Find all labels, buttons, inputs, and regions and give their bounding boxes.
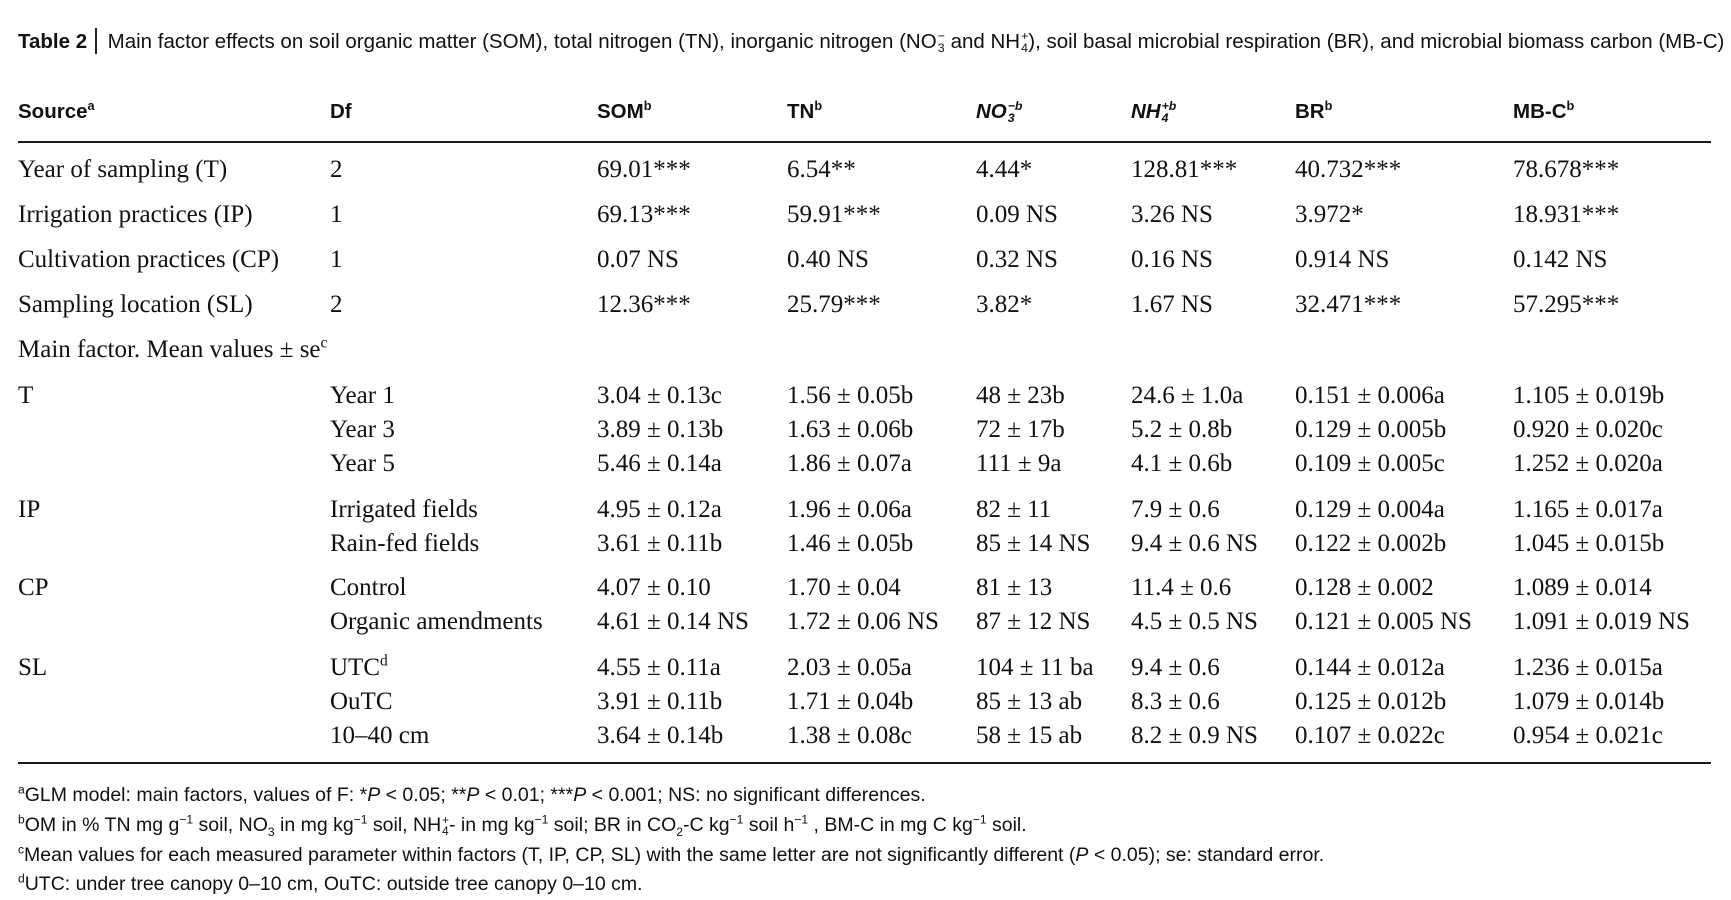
- anova-nh4: 0.16 NS: [1131, 246, 1213, 273]
- mean-level: Control: [330, 574, 407, 601]
- anova-df: 1: [330, 201, 343, 228]
- mean-br: 0.121 ± 0.005 NS: [1295, 608, 1472, 635]
- header-source: Source$^a$: [18, 98, 95, 123]
- mean-nh4: 9.4 ± 0.6: [1131, 654, 1220, 681]
- anova-som: 12.36***: [597, 291, 691, 318]
- mean-br: 0.144 ± 0.012a: [1295, 654, 1445, 681]
- mean-tn: 1.46 ± 0.05b: [787, 530, 914, 557]
- mean-tn: 2.03 ± 0.05a: [787, 654, 912, 681]
- header-mbc: $MB-C^b$: [1513, 98, 1575, 123]
- anova-mbc: 0.142 NS: [1513, 246, 1608, 273]
- header-tn: $TN^b$: [787, 98, 823, 123]
- anova-mbc: 78.678***: [1513, 156, 1620, 183]
- mean-tn: 1.56 ± 0.05b: [787, 382, 914, 409]
- header-br: $BR^b$: [1295, 98, 1333, 123]
- mean-tn: 1.86 ± 0.07a: [787, 450, 912, 477]
- anova-no3: 4.44*: [976, 156, 1033, 183]
- anova-br: 40.732***: [1295, 156, 1402, 183]
- mean-no3: 85 ± 13 ab: [976, 688, 1083, 715]
- anova-som: 69.13***: [597, 201, 691, 228]
- anova-source: Irrigation practices (IP): [18, 201, 253, 228]
- footnote-d: $^d$UTC: under tree canopy 0–10 cm, OuTC: outside tree canopy 0–10 cm.: [18, 871, 643, 895]
- mean-nh4: 4.1 ± 0.6b: [1131, 450, 1233, 477]
- mean-tn: 1.38 ± 0.08c: [787, 722, 912, 749]
- mean-nh4: 8.3 ± 0.6: [1131, 688, 1220, 715]
- mean-mbc: 1.165 ± 0.017a: [1513, 496, 1663, 523]
- mean-tn: 1.70 ± 0.04: [787, 574, 901, 601]
- mean-no3: 72 ± 17b: [976, 416, 1065, 443]
- anova-source: Year of sampling (T): [18, 156, 228, 183]
- mean-nh4: 24.6 ± 1.0a: [1131, 382, 1244, 409]
- mean-nh4: 9.4 ± 0.6 NS: [1131, 530, 1258, 557]
- main-factor-heading: Main factor. Mean values ± $se^c$: [18, 334, 328, 363]
- mean-mbc: 0.954 ± 0.021c: [1513, 722, 1663, 749]
- footnote-a: $^a$GLM model: main factors, values of F: *P < 0.05; **P < 0.01; ***P < 0.001; NS: no significant differences.: [18, 782, 926, 806]
- anova-df: 2: [330, 291, 343, 318]
- group-label: T: [18, 382, 34, 409]
- anova-source: Cultivation practices (CP): [18, 246, 280, 273]
- mean-mbc: 0.920 ± 0.020c: [1513, 416, 1663, 443]
- mean-som: 3.91 ± 0.11b: [597, 688, 723, 715]
- mean-no3: 104 ± 11 ba: [976, 654, 1094, 681]
- mean-mbc: 1.079 ± 0.014b: [1513, 688, 1665, 715]
- mean-mbc: 1.045 ± 0.015b: [1513, 530, 1665, 557]
- table-bottom-rule: [18, 762, 1711, 764]
- anova-mbc: 57.295***: [1513, 291, 1620, 318]
- mean-som: 3.64 ± 0.14b: [597, 722, 724, 749]
- mean-mbc: 1.236 ± 0.015a: [1513, 654, 1663, 681]
- mean-br: 0.125 ± 0.012b: [1295, 688, 1447, 715]
- mean-br: 0.107 ± 0.022c: [1295, 722, 1445, 749]
- mean-som: 4.55 ± 0.11a: [597, 654, 721, 681]
- mean-no3: 81 ± 13: [976, 574, 1053, 601]
- mean-nh4: 11.4 ± 0.6: [1131, 574, 1232, 601]
- mean-som: 3.89 ± 0.13b: [597, 416, 724, 443]
- group-label: CP: [18, 574, 49, 601]
- mean-br: 0.109 ± 0.005c: [1295, 450, 1445, 477]
- anova-som: 69.01***: [597, 156, 691, 183]
- mean-mbc: 1.091 ± 0.019 NS: [1513, 608, 1690, 635]
- anova-no3: 0.09 NS: [976, 201, 1058, 228]
- group-label: IP: [18, 496, 41, 523]
- mean-level: Year 3: [330, 416, 395, 443]
- mean-mbc: 1.089 ± 0.014: [1513, 574, 1652, 601]
- anova-nh4: 3.26 NS: [1131, 201, 1213, 228]
- mean-tn: 1.63 ± 0.06b: [787, 416, 914, 443]
- anova-tn: 25.79***: [787, 291, 881, 318]
- mean-level: Year 1: [330, 382, 395, 409]
- anova-som: 0.07 NS: [597, 246, 679, 273]
- mean-level: Rain-fed fields: [330, 530, 480, 557]
- anova-br: 0.914 NS: [1295, 246, 1390, 273]
- footnote-c: $^c$Mean values for each measured parameter within factors (T, IP, CP, SL) with the same letter are not significantly different (P < 0.05); se: standard error.: [18, 842, 1325, 866]
- mean-mbc: 1.252 ± 0.020a: [1513, 450, 1663, 477]
- mean-som: 4.61 ± 0.14 NS: [597, 608, 749, 635]
- mean-level: Year 5: [330, 450, 395, 477]
- mean-mbc: 1.105 ± 0.019b: [1513, 382, 1665, 409]
- mean-br: 0.151 ± 0.006a: [1295, 382, 1445, 409]
- table-caption: [18, 28, 1724, 54]
- mean-br: 0.128 ± 0.002: [1295, 574, 1434, 601]
- header-som: SOM$^b$: [597, 98, 652, 123]
- anova-br: 32.471***: [1295, 291, 1402, 318]
- mean-nh4: 4.5 ± 0.5 NS: [1131, 608, 1258, 635]
- table-label: Table 2: [18, 30, 88, 53]
- mean-no3: 85 ± 14 NS: [976, 530, 1091, 557]
- anova-df: 2: [330, 156, 343, 183]
- mean-no3: 58 ± 15 ab: [976, 722, 1083, 749]
- mean-no3: 87 ± 12 NS: [976, 608, 1091, 635]
- mean-som: 3.04 ± 0.13c: [597, 382, 722, 409]
- anova-no3: 0.32 NS: [976, 246, 1058, 273]
- mean-level: 10–40 cm: [330, 722, 430, 749]
- anova-df: 1: [330, 246, 343, 273]
- anova-tn: 6.54**: [787, 156, 856, 183]
- anova-tn: 0.40 NS: [787, 246, 869, 273]
- anova-nh4: 128.81***: [1131, 156, 1238, 183]
- header-no3: NO −b 3: [976, 98, 1023, 125]
- mean-level: UTC$^d$: [330, 652, 388, 681]
- footnote-b: $^b$OM in % TN mg $g^{-1}$ soil, $NO_3$ in mg $kg^{-1}$ soil, NH + 4 - in mg $kg^{-1}$ soil; BR in $CO_2-C$ $kg^{-1}$ soil $h^{-1}$ , BM-C in mg C $kg^{-1}$ soil.: [18, 812, 1027, 839]
- anova-no3: 3.82*: [976, 291, 1033, 318]
- anova-nh4: 1.67 NS: [1131, 291, 1213, 318]
- group-label: SL: [18, 654, 48, 681]
- header-nh4: NH +b 4: [1131, 98, 1177, 125]
- mean-br: 0.122 ± 0.002b: [1295, 530, 1447, 557]
- mean-level: Organic amendments: [330, 608, 543, 635]
- anova-mbc: 18.931***: [1513, 201, 1620, 228]
- anova-tn: 59.91***: [787, 201, 881, 228]
- mean-tn: 1.71 ± 0.04b: [787, 688, 914, 715]
- mean-som: 5.46 ± 0.14a: [597, 450, 722, 477]
- mean-som: 3.61 ± 0.11b: [597, 530, 723, 557]
- mean-som: 4.95 ± 0.12a: [597, 496, 722, 523]
- mean-tn: 1.72 ± 0.06 NS: [787, 608, 939, 635]
- header-df: Df: [330, 100, 352, 123]
- mean-nh4: 8.2 ± 0.9 NS: [1131, 722, 1258, 749]
- mean-no3: 48 ± 23b: [976, 382, 1065, 409]
- mean-br: 0.129 ± 0.005b: [1295, 416, 1447, 443]
- mean-br: 0.129 ± 0.004a: [1295, 496, 1445, 523]
- mean-nh4: 5.2 ± 0.8b: [1131, 416, 1233, 443]
- caption-divider: [95, 28, 97, 54]
- caption-text: Main factor effects on soil organic matter (SOM), total nitrogen (TN), inorganic nitrogen (NO − 3 and NH + 4 ), soil basal microbial respiration (BR), and microbial biomass carbon (MB-C): [107, 28, 1725, 55]
- mean-som: 4.07 ± 0.10: [597, 574, 711, 601]
- mean-no3: 111 ± 9a: [976, 450, 1062, 477]
- mean-nh4: 7.9 ± 0.6: [1131, 496, 1220, 523]
- mean-tn: 1.96 ± 0.06a: [787, 496, 912, 523]
- anova-br: 3.972*: [1295, 201, 1364, 228]
- mean-no3: 82 ± 11: [976, 496, 1052, 523]
- mean-level: Irrigated fields: [330, 496, 478, 523]
- anova-source: Sampling location (SL): [18, 291, 253, 318]
- mean-level: OuTC: [330, 688, 393, 715]
- header-rule: [18, 141, 1711, 143]
